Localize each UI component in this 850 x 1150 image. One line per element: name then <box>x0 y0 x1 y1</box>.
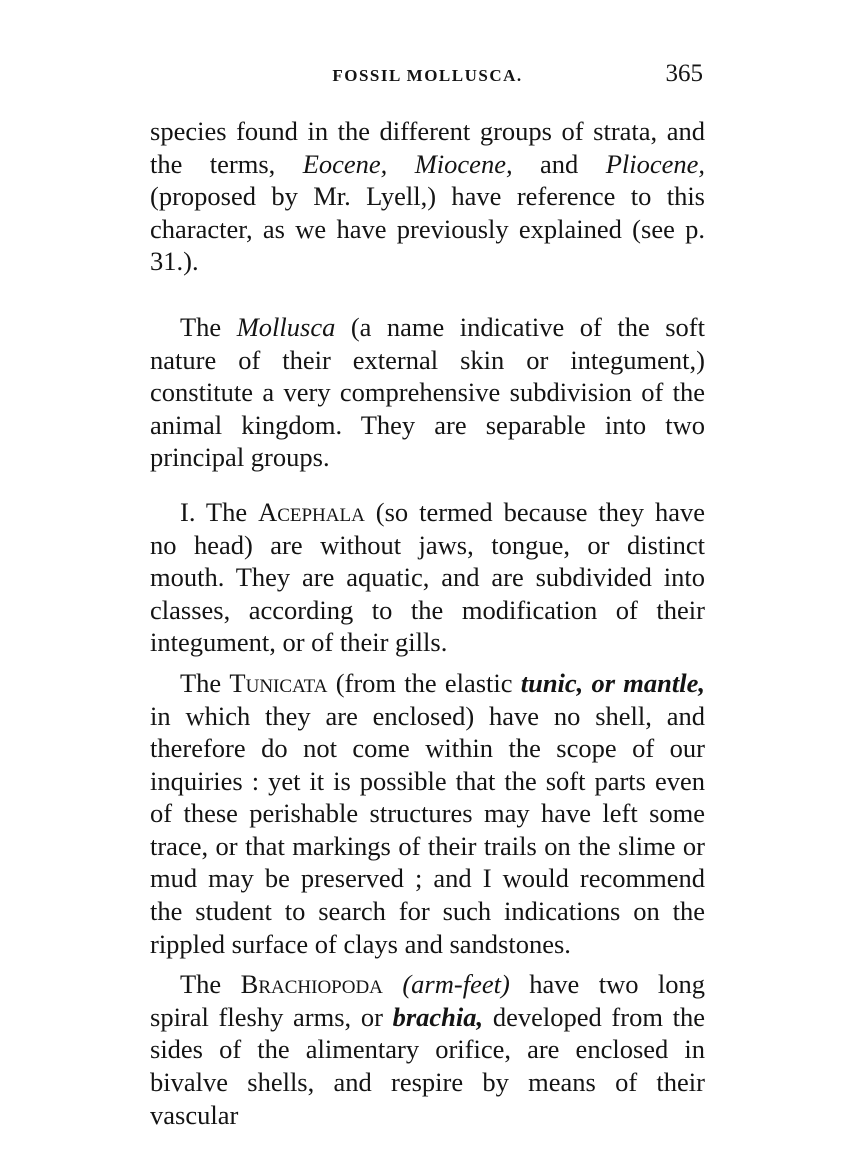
text-run: (proposed by Mr. Lyell,) have reference to this character, as we have previously explained (see p. 31.). <box>150 181 705 277</box>
text-run: (so termed because they have no head) are without jaws, tongue, or distinct mouth. They are aquatic, and are subdivided into classes, according to the modification of their integument, or of their gills. <box>150 496 705 658</box>
term-tunicata: Tunicata <box>229 667 328 698</box>
book-page <box>150 58 705 1131</box>
term-brachia: brachia, <box>392 1001 484 1032</box>
term-arm-feet: (arm-feet) <box>402 969 510 1000</box>
text-run: (a name indicative of the soft nature of their external skin or integument,) constitute a very comprehensive subdivision of the animal kingdom. They are separable into two principal groups. <box>150 311 705 473</box>
text-run: species found in the different groups of strata, and the terms, <box>150 116 705 179</box>
running-title: FOSSIL MOLLUSCA. <box>332 66 523 85</box>
term-mollusca: Mollusca <box>236 311 336 342</box>
term-tunic-mantle: tunic, or mantle, <box>520 667 705 698</box>
text-run: The <box>180 311 237 342</box>
text-run: developed from the sides of the alimentary orifice, are enclosed in bivalve shells, and respire by means of their vascular <box>150 1001 705 1130</box>
paragraph-brachiopoda <box>150 968 705 1131</box>
term-eocene: Eocene, <box>302 148 388 179</box>
paragraph-acephala <box>150 496 705 659</box>
term-acephala: Acephala <box>258 496 365 527</box>
text-run <box>383 969 402 999</box>
term-pliocene: Pliocene, <box>605 148 706 179</box>
body-text <box>150 115 705 1131</box>
term-miocene: Miocene, <box>414 148 513 179</box>
page-number: 365 <box>665 60 703 87</box>
paragraph-mollusca <box>150 311 705 474</box>
text-run: (from the elastic <box>327 667 521 698</box>
text-run <box>387 149 414 179</box>
text-run: in which they are enclosed) have no shell, and therefore do not come within the scope of our inquiries : yet it is possible that the soft parts even of these perishable structures may have left some trace, or that markings of their trails on the slime or mud may be preserved ; and I would recommend the student to search for such indications on the rippled surface of clays and sandstones. <box>150 700 705 959</box>
running-head <box>150 58 705 98</box>
text-run: and <box>512 148 606 179</box>
term-brachiopoda: Brachiopoda <box>240 969 383 1000</box>
paragraph-tunicata <box>150 667 705 960</box>
text-run: The <box>180 969 241 1000</box>
paragraph-strata-terms <box>150 115 705 278</box>
text-run: have two long spiral fleshy arms, or <box>150 969 706 1032</box>
text-run: The <box>180 667 230 698</box>
text-run: I. The <box>180 496 259 527</box>
